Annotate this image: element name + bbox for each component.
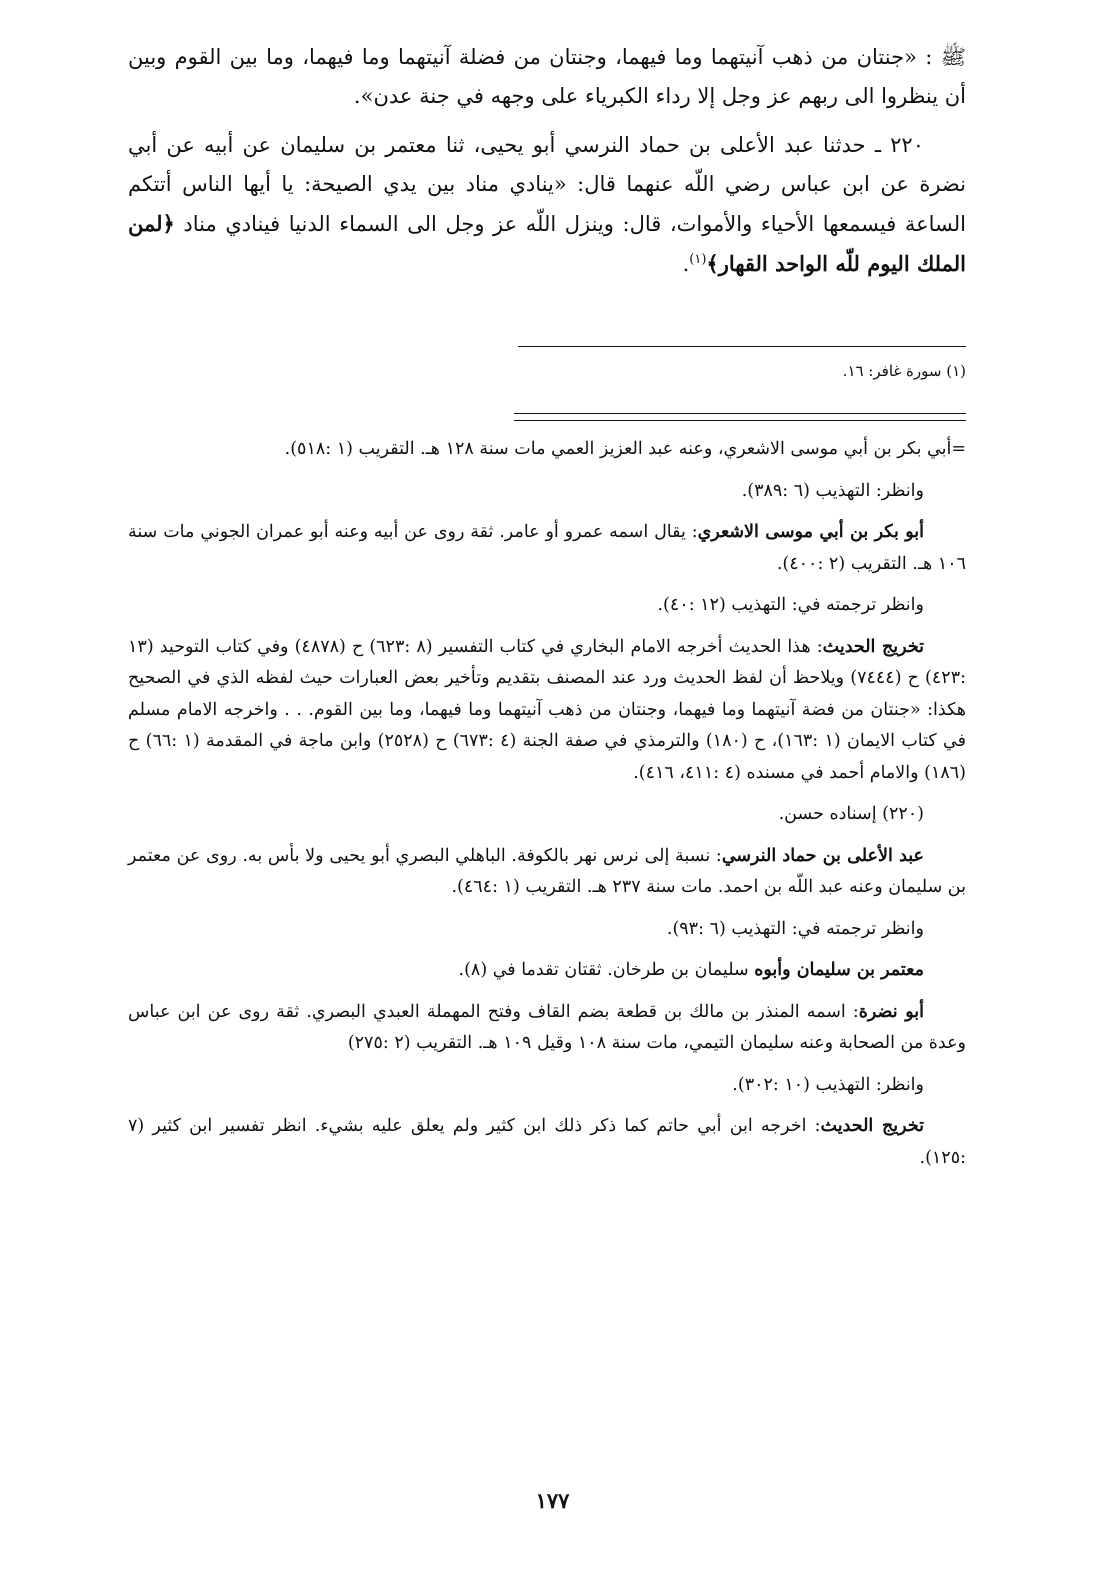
- narrator-details: : يقال اسمه عمرو أو عامر. ثقة روى عن أبيه وعنه أبو عمران الجوني مات سنة ١٠٦ هـ. التقريب (٢ :٤٠٠).: [128, 522, 966, 574]
- note-narrator-abu-nadra: [128, 997, 966, 1060]
- note-reference: وانظر ترجمته في: التهذيب (١٢ :٤٠).: [657, 595, 924, 615]
- narrator-name: أبو نضرة: [858, 1001, 924, 1022]
- hadith-220-text: ٢٢٠ ـ حدثنا عبد الأعلى بن حماد النرسي أبو يحيى، ثنا معتمر بن سليمان عن أبيه عن أبي نضرة عن ابن عباس رضي اللّه عنهما قال: «ينادي مناد بين يدي الصيحة: يا أيها الناس أتتكم الساعة فيسمعها الأحياء والأموات، قال: وينزل اللّه عز وجل الى السماء الدنيا فينادي مناد: [128, 133, 966, 236]
- note-reference: وانظر: التهذيب (١٠ :٣٠٢).: [732, 1074, 924, 1095]
- narrator-name: عبد الأعلى بن حماد النرسي: [721, 845, 924, 866]
- hadith-220-end: .: [682, 252, 690, 276]
- note-takhrij: [128, 1111, 966, 1174]
- narrator-details: : نسبة إلى نرس نهر بالكوفة. الباهلي البصري أبو يحيى ولا بأس به. روى عن معتمر بن سليمان وعنه عبد اللّه بن احمد. مات سنة ٢٣٧ هـ. التقريب (١ :٤٦٤).: [128, 845, 966, 897]
- takhrij-label: تخريج الحديث: [822, 636, 924, 657]
- page-number: ١٧٧: [535, 1488, 570, 1513]
- notes-divider-top: [514, 413, 966, 414]
- note-reference: وانظر ترجمته في: التهذيب (٦ :٩٣).: [666, 918, 924, 939]
- footnote: (١) سورة غافر: ١٦.: [842, 362, 966, 380]
- narrator-details: سليمان بن طرخان. ثقتان تقدما في (٨).: [458, 960, 755, 980]
- takhrij-details: : هذا الحديث أخرجه الامام البخاري في كتاب التفسير (٨ :٦٢٣) ح (٤٨٧٨) وفي كتاب التوحيد (١٣ :٤٢٣) ح (٧٤٤٤) ويلاحظ أن لفظ الحديث ورد عند المصنف بتقديم وتأخير بعض العبارات حيث لفظه الذي في الصحيح هكذا: «جنتان من فضة آنيتهما وما فيهما، وجنتان من ذهب آنيتهما وما فيهما، وما بين القوم. . . واخرجه الامام مسلم في كتاب الايمان (١ :١٦٣)، ح (١٨٠) والترمذي في صفة الجنة (٤ :٦٧٣) ح (٢٥٢٨) وابن ماجة في المقدمة (١ :٦٦) ح (١٨٦) والامام أحمد في مسنده (٤ :٤١١، ٤١٦).: [128, 636, 967, 783]
- hadith-paragraph-220: [128, 126, 966, 284]
- takhrij-label: تخريج الحديث: [820, 1116, 924, 1136]
- note-reference: وانظر: التهذيب (٦ :٣٨٩).: [741, 480, 924, 501]
- note-narrator-abu-bakr: [128, 517, 966, 580]
- notes-divider-bottom: [514, 420, 966, 421]
- footnote-divider: [518, 346, 966, 347]
- note-narrator-mutamir: [128, 955, 966, 987]
- footnote-marker: (١): [689, 252, 707, 267]
- narrator-details: : اسمه المنذر بن مالك بن قطعة بضم القاف وفتح المهملة العبدي البصري. ثقة روى عن ابن عباس وعدة من الصحابة وعنه سليمان التيمي، مات سنة ١٠٨ وقيل ١٠٩ هـ. التقريب (٢ :٢٧٥): [128, 1001, 966, 1053]
- note-continued: =أبي بكر بن أبي موسى الاشعري، وعنه عبد العزيز العمي مات سنة ١٢٨ هـ. التقريب (١ :٥١٨).: [284, 439, 966, 459]
- hadith-paragraph-continued: ﷺ : «جنتان من ذهب آنيتهما وما فيهما، وجنتان من فضلة آنيتهما وما فيهما، وما بين القوم وبين أن ينظروا الى ربهم عز وجل إلا رداء الكبرياء على وجهه في جنة عدن».: [128, 45, 966, 108]
- takhrij-details: : اخرجه ابن أبي حاتم كما ذكر ذلك ابن كثير ولم يعلق عليه بشيء. انظر تفسير ابن كثير (٧ :١٢٥).: [128, 1116, 966, 1168]
- commentary-notes: [128, 434, 966, 1184]
- note-takhrij: [128, 632, 966, 790]
- narrator-name: معتمر بن سليمان وأبوه: [754, 960, 924, 980]
- note-isnad-grade: (٢٢٠) إسناده حسن.: [778, 804, 924, 824]
- narrator-name: أبو بكر بن أبي موسى الاشعري: [697, 522, 924, 542]
- note-narrator-abd-al-ala: [128, 841, 966, 904]
- main-text: [128, 38, 966, 284]
- quran-quote: ﴿لمن الملك اليوم للّه الواحد القهار﴾: [128, 211, 966, 276]
